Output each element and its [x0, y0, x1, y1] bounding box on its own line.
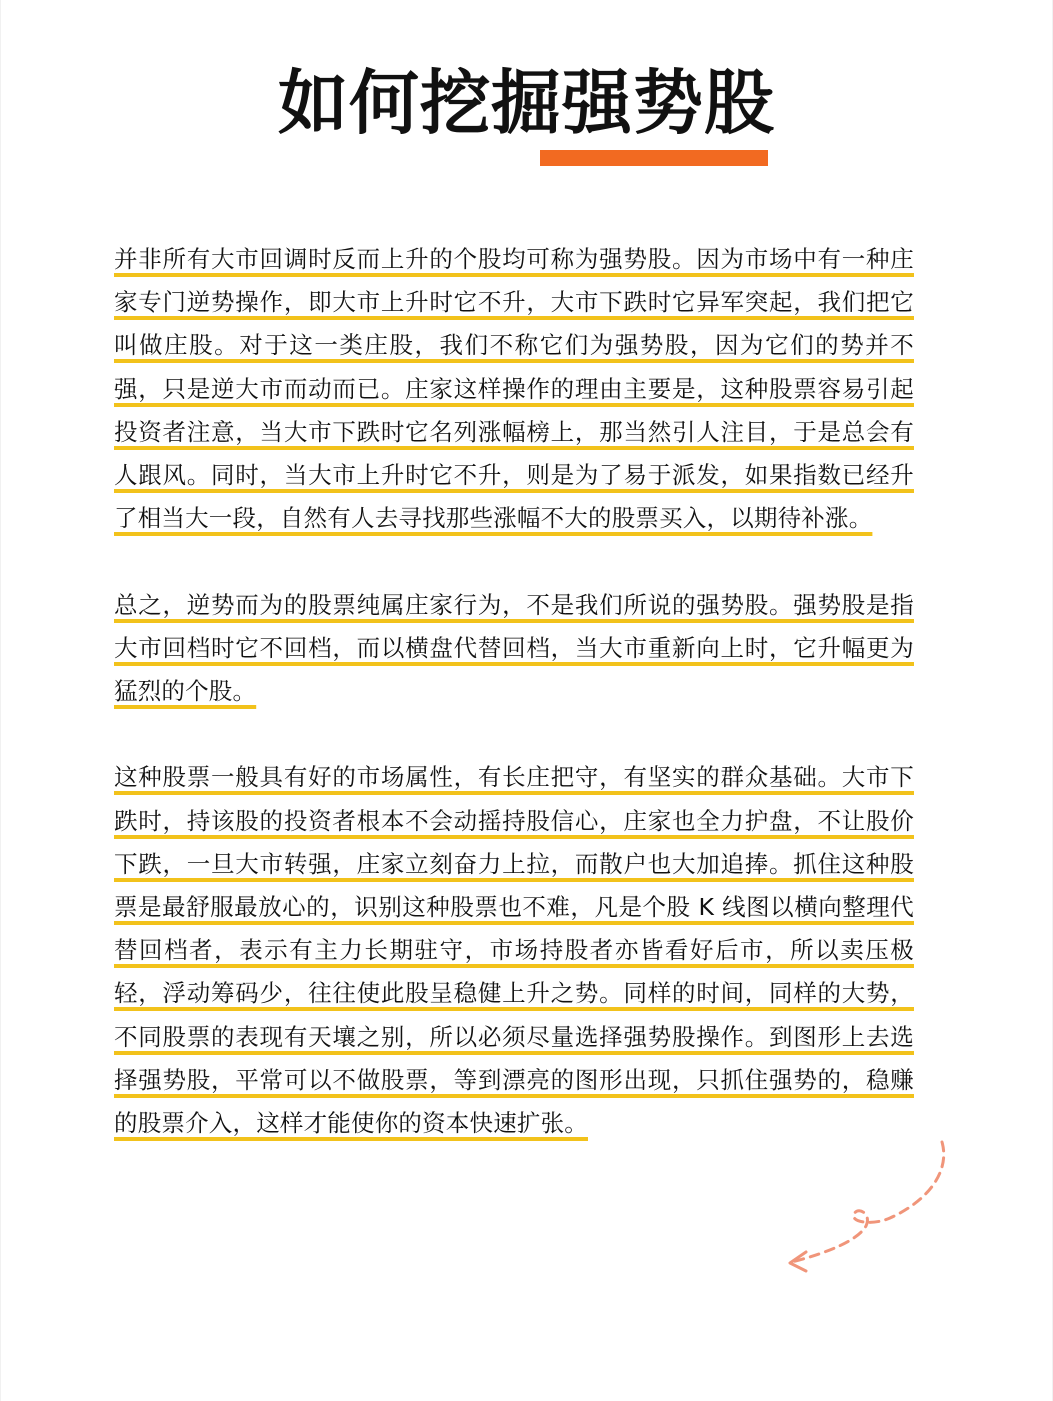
title-highlight-bar — [540, 150, 768, 166]
article-body — [114, 238, 914, 1145]
title-area — [0, 58, 1053, 148]
paragraph-2: 总之，逆势而为的股票纯属庄家行为，不是我们所说的强势股。强势股是指大市回档时它不回档，而以横盘代替回档，当大市重新向上时，它升幅更为猛烈的个股。 — [114, 590, 914, 706]
paragraph-1: 并非所有大市回调时反而上升的个股均可称为强势股。因为市场中有一种庄家专门逆势操作，即大市上升时它不升，大市下跌时它异军突起，我们把它叫做庄股。对于这一类庄股，我们不称它们为强势股，因为它们的势并不强，只是逆大市而动而已。庄家这样操作的理由主要是，这种股票容易引起投资者注意，当大市下跌时它名列涨幅榜上，那当然引人注目，于是总会有人跟风。同时，当大市上升时它不升，则是为了易于派发，如果指数已经升了相当大一段，自然有人去寻找那些涨幅不大的股票买入，以期待补涨。 — [114, 245, 914, 533]
dashed-curved-arrow-icon — [780, 1130, 960, 1280]
paragraph-3: 这种股票一般具有好的市场属性，有长庄把守，有坚实的群众基础。大市下跌时，持该股的投资者根本不会动摇持股信心，庄家也全力护盘，不让股价下跌，一旦大市转强，庄家立刻奋力上拉，而散户也大加追捧。抓住这种股票是最舒服最放心的，识别这种股票也不难，凡是个股 K 线图以横向整理代替回档者，表示有主力长期驻守，市场持股者亦皆看好后市，所以卖压极轻，浮动筹码少，往往使此股呈稳健上升之势。同样的时间，同样的大势，不同股票的表现有天壤之别，所以必须尽量选择强势股操作。到图形上去选择强势股，平常可以不做股票，等到漂亮的图形出现，只抓住强势的，稳赚的股票介入，这样才能使你的资本快速扩张。 — [114, 763, 914, 1138]
page-title: 如何挖掘强势股 — [278, 62, 775, 144]
